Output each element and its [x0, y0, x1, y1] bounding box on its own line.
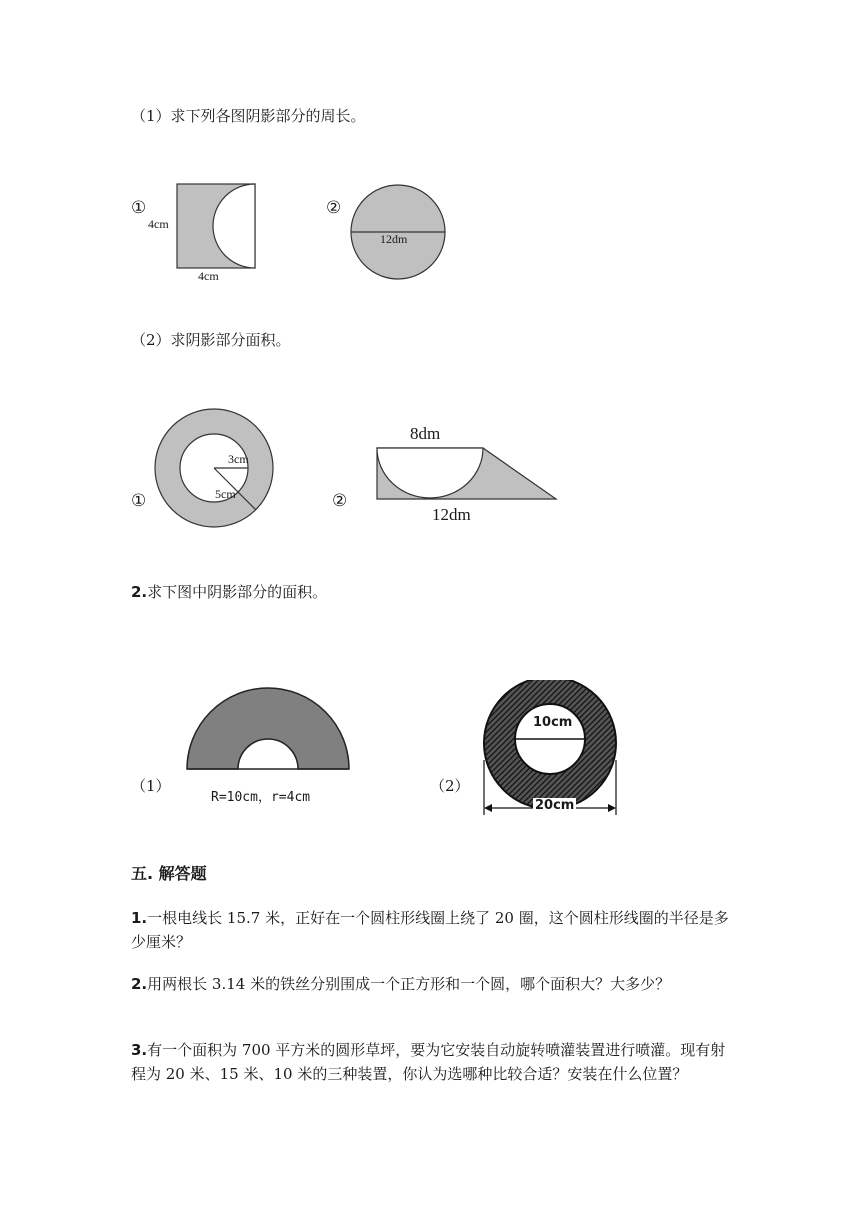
problem-number: 3. — [131, 1041, 148, 1059]
radius-caption: R=10cm，r=4cm — [211, 790, 311, 805]
question-number: 2. — [131, 583, 148, 601]
problem-number: 1. — [131, 909, 148, 927]
figure-circle-diameter — [326, 180, 451, 285]
figure-marker: ① — [131, 198, 147, 218]
question-title — [131, 580, 327, 604]
inner-radius-label: 3cm — [228, 452, 249, 466]
half-annulus-diagram — [131, 680, 361, 780]
figure-marker: （2） — [430, 777, 470, 795]
figure-marker: ② — [326, 198, 342, 218]
side-length-label: 4cm — [148, 217, 169, 231]
diameter-label: 12dm — [380, 232, 408, 246]
problem-item — [131, 972, 731, 996]
question-text: 求下图中阴影部分的面积。 — [147, 583, 328, 601]
problem-number: 2. — [131, 975, 148, 993]
top-length-label: 8dm — [410, 424, 441, 443]
outer-radius-label: 5cm — [215, 487, 236, 501]
outer-diameter-label: 20cm — [535, 798, 575, 813]
problem-text: 用两根长 3.14 米的铁丝分别围成一个正方形和一个圆，哪个面积大？大多少？ — [147, 975, 671, 993]
question-title: （1）求下列各图阴影部分的周长。 — [131, 107, 366, 125]
problem-text: 有一个面积为 700 平方米的圆形草坪，要为它安装自动旋转喷灌装置进行喷灌。现有射程为 20 米、15 米、10 米的三种装置，你认为选哪种比较合适？安装在什么位置？ — [131, 1041, 726, 1083]
question-title: （2）求阴影部分面积。 — [131, 331, 291, 349]
problem-item — [131, 1038, 731, 1086]
figure-half-annulus — [131, 680, 361, 810]
figure-annulus — [131, 405, 286, 530]
figure-marker: （1） — [131, 777, 171, 795]
section-heading: 五. 解答题 — [131, 864, 207, 883]
hatched-annulus-diagram — [430, 680, 620, 820]
problem-item — [131, 906, 731, 954]
bottom-length-label: 12dm — [432, 505, 471, 524]
figure-semicircle-triangle — [332, 420, 562, 532]
figure-marker: ① — [131, 491, 147, 511]
figure-marker: ② — [332, 491, 348, 511]
figure-hatched-annulus — [430, 680, 620, 820]
annulus-diagram — [131, 405, 286, 530]
problem-text: 一根电线长 15.7 米，正好在一个圆柱形线圈上绕了 20 圈，这个圆柱形线圈的半径是多少厘米？ — [131, 909, 729, 951]
bottom-length-label: 4cm — [198, 269, 219, 283]
figure-square-semicircle — [131, 180, 271, 290]
inner-diameter-label: 10cm — [533, 715, 573, 730]
